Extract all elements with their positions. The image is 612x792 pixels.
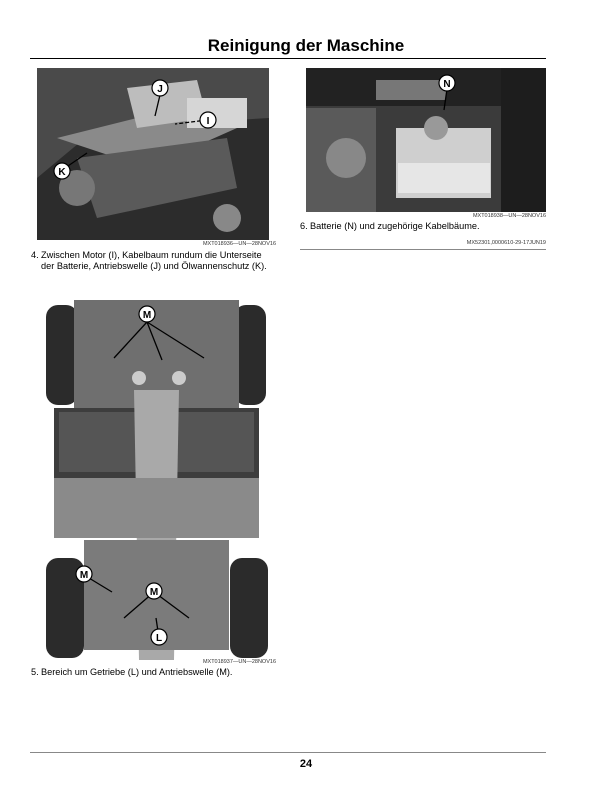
step-5-number: 5.: [31, 667, 39, 677]
figure-underside: [44, 300, 269, 660]
callout-m-left: [76, 566, 92, 582]
step-4-text: Zwischen Motor (I), Kabelbaum rundum die Unterseite der Batterie, Antriebswelle (J) und Ölwannenschutz (K).: [41, 250, 267, 271]
step-5-text: Bereich um Getriebe (L) und Antriebswelle (M).: [41, 667, 233, 677]
footer-rule: [30, 752, 546, 753]
step-4-number: 4.: [31, 250, 39, 260]
svg-text:J: J: [157, 84, 163, 95]
callout-i: [200, 112, 216, 128]
svg-text:M: M: [149, 587, 159, 598]
callout-m-top: [139, 306, 155, 322]
step-6-number: 6.: [300, 221, 308, 231]
callout-n: [439, 75, 455, 91]
svg-text:M: M: [79, 570, 89, 581]
callout-j: [152, 80, 168, 96]
step-6: [300, 221, 546, 232]
callout-m-rear: [146, 583, 162, 599]
step-6-text: Batterie (N) und zugehörige Kabelbäume.: [310, 221, 480, 231]
svg-text:K: K: [58, 167, 66, 178]
svg-text:N: N: [443, 79, 451, 90]
page-number: 24: [299, 758, 313, 770]
figure-id-2: MXT018938—UN—28NOV16: [472, 213, 546, 219]
page-title: Reinigung der Maschine: [207, 36, 405, 55]
svg-text:I: I: [206, 116, 210, 127]
step-5: [31, 667, 275, 678]
section-separator: [300, 249, 546, 250]
step-4: [31, 250, 275, 272]
callout-k: [54, 163, 70, 179]
figure-id-3: MXT018937—UN—28NOV16: [202, 659, 276, 665]
figure-id-1: MXT018936—UN—28NOV16: [202, 241, 276, 247]
svg-text:M: M: [142, 310, 152, 321]
callout-l: [151, 629, 167, 645]
figure-engine-area: [37, 68, 269, 240]
figure-battery: [306, 68, 546, 212]
svg-text:L: L: [155, 633, 163, 644]
title-rule: [30, 58, 546, 59]
reference-code: MX52301,0000610-29-17JUN19: [466, 240, 546, 246]
